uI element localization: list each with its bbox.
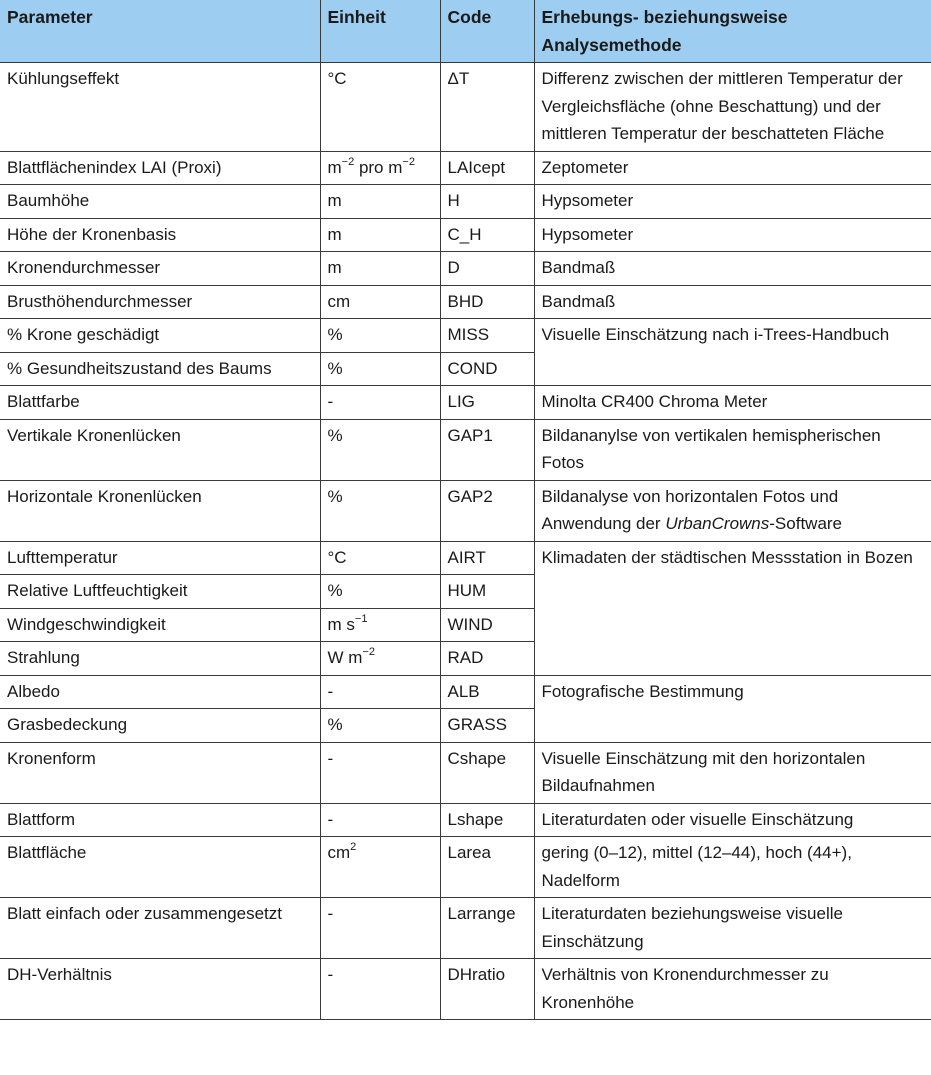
table-row bbox=[0, 541, 931, 575]
table-row bbox=[0, 185, 931, 219]
header-unit: Einheit bbox=[320, 0, 440, 63]
cell-method: Verhältnis von Kronendurchmesser zu Kronenhöhe bbox=[534, 959, 931, 1020]
cell-parameter: % Krone geschädigt bbox=[0, 319, 320, 353]
cell-code: COND bbox=[440, 352, 534, 386]
cell-parameter: Strahlung bbox=[0, 642, 320, 676]
cell-code: BHD bbox=[440, 285, 534, 319]
cell-parameter: Grasbedeckung bbox=[0, 709, 320, 743]
table-row bbox=[0, 803, 931, 837]
cell-unit bbox=[320, 185, 440, 219]
unit-text: pro m bbox=[354, 157, 403, 177]
cell-unit bbox=[320, 386, 440, 420]
cell-unit bbox=[320, 575, 440, 609]
cell-parameter: Baumhöhe bbox=[0, 185, 320, 219]
cell-parameter: Lufttemperatur bbox=[0, 541, 320, 575]
cell-code: AIRT bbox=[440, 541, 534, 575]
table-row bbox=[0, 675, 931, 709]
cell-parameter: Albedo bbox=[0, 675, 320, 709]
cell-code: WIND bbox=[440, 608, 534, 642]
cell-unit bbox=[320, 252, 440, 286]
unit-exponent: −2 bbox=[341, 155, 355, 168]
cell-parameter: Relative Luftfeuchtigkeit bbox=[0, 575, 320, 609]
table-row bbox=[0, 742, 931, 803]
cell-code: Lshape bbox=[440, 803, 534, 837]
unit-text: % bbox=[327, 581, 343, 600]
cell-code: Larrange bbox=[440, 898, 534, 959]
table-row bbox=[0, 63, 931, 152]
unit-text: m bbox=[327, 157, 342, 177]
cell-method: Hypsometer bbox=[534, 185, 931, 219]
cell-parameter: Horizontale Kronenlücken bbox=[0, 480, 320, 541]
cell-parameter: Höhe der Kronenbasis bbox=[0, 218, 320, 252]
header-method: Erhebungs- beziehungsweise Analysemethode bbox=[534, 0, 931, 63]
cell-code: GAP2 bbox=[440, 480, 534, 541]
cell-code: Larea bbox=[440, 837, 534, 898]
cell-unit bbox=[320, 319, 440, 353]
cell-code: HUM bbox=[440, 575, 534, 609]
table-row bbox=[0, 252, 931, 286]
cell-unit bbox=[320, 218, 440, 252]
unit-text: cm bbox=[327, 843, 351, 862]
cell-unit bbox=[320, 352, 440, 386]
cell-code: GAP1 bbox=[440, 419, 534, 480]
cell-code: RAD bbox=[440, 642, 534, 676]
cell-unit bbox=[320, 285, 440, 319]
unit-exponent: 2 bbox=[350, 841, 357, 854]
cell-method: Minolta CR400 Chroma Meter bbox=[534, 386, 931, 420]
cell-method bbox=[534, 480, 931, 541]
cell-parameter: Blattform bbox=[0, 803, 320, 837]
cell-code: GRASS bbox=[440, 709, 534, 743]
cell-code: Cshape bbox=[440, 742, 534, 803]
table-row bbox=[0, 319, 931, 353]
cell-method: Klimadaten der städtischen Messstation in Bozen bbox=[534, 541, 931, 675]
cell-code: C_H bbox=[440, 218, 534, 252]
cell-unit bbox=[320, 419, 440, 480]
unit-text: W m bbox=[327, 648, 363, 667]
unit-text: m bbox=[327, 224, 342, 244]
cell-unit bbox=[320, 642, 440, 676]
cell-parameter: Blatt einfach oder zusammengesetzt bbox=[0, 898, 320, 959]
cell-unit bbox=[320, 541, 440, 575]
cell-unit bbox=[320, 837, 440, 898]
cell-unit bbox=[320, 63, 440, 152]
software-name: UrbanCrowns bbox=[665, 514, 770, 533]
cell-parameter: DH-Verhältnis bbox=[0, 959, 320, 1020]
cell-unit bbox=[320, 608, 440, 642]
cell-parameter: Brusthöhendurchmesser bbox=[0, 285, 320, 319]
cell-code: MISS bbox=[440, 319, 534, 353]
cell-parameter: Kronendurchmesser bbox=[0, 252, 320, 286]
header-parameter: Parameter bbox=[0, 0, 320, 63]
method-text: Bildanalyse von horizontalen Fotos und Anwendung der bbox=[541, 486, 839, 533]
unit-exponent: −2 bbox=[402, 155, 415, 168]
table-row bbox=[0, 386, 931, 420]
unit-exponent: −1 bbox=[354, 612, 368, 625]
table-row bbox=[0, 898, 931, 959]
unit-text: % bbox=[327, 715, 343, 734]
unit-text: - bbox=[327, 904, 334, 923]
cell-method: Hypsometer bbox=[534, 218, 931, 252]
unit-text: - bbox=[327, 809, 334, 829]
cell-unit bbox=[320, 803, 440, 837]
cell-parameter: Kühlungseffekt bbox=[0, 63, 320, 152]
cell-method: Visuelle Einschätzung mit den horizontalen Bildaufnahmen bbox=[534, 742, 931, 803]
cell-method: Literaturdaten oder visuelle Einschätzung bbox=[534, 803, 931, 837]
unit-text: % bbox=[327, 486, 343, 506]
table-row bbox=[0, 285, 931, 319]
unit-text: m bbox=[327, 191, 342, 210]
unit-text: cm bbox=[327, 291, 351, 311]
cell-parameter: Windgeschwindigkeit bbox=[0, 608, 320, 642]
cell-method: Fotografische Bestimmung bbox=[534, 675, 931, 742]
cell-code: LAIcept bbox=[440, 151, 534, 185]
cell-parameter: Vertikale Kronenlücken bbox=[0, 419, 320, 480]
cell-method: Zeptometer bbox=[534, 151, 931, 185]
unit-text: % bbox=[327, 325, 343, 344]
table-row bbox=[0, 837, 931, 898]
unit-text: - bbox=[327, 965, 334, 984]
cell-unit bbox=[320, 959, 440, 1020]
cell-code: DHratio bbox=[440, 959, 534, 1020]
cell-method: Bildananylse von vertikalen hemispherischen Fotos bbox=[534, 419, 931, 480]
table-row bbox=[0, 218, 931, 252]
unit-text: m bbox=[327, 258, 342, 277]
table-header-row bbox=[0, 0, 931, 63]
unit-text: - bbox=[327, 392, 334, 411]
unit-text: - bbox=[327, 681, 334, 701]
unit-text: °C bbox=[327, 69, 347, 88]
table-row bbox=[0, 151, 931, 185]
cell-parameter: Blattfläche bbox=[0, 837, 320, 898]
unit-exponent: −2 bbox=[362, 646, 375, 659]
cell-method: Literaturdaten beziehungsweise visuelle Einschätzung bbox=[534, 898, 931, 959]
unit-text: % bbox=[327, 425, 343, 445]
table-row bbox=[0, 959, 931, 1020]
method-text: -Software bbox=[769, 514, 843, 533]
cell-unit bbox=[320, 480, 440, 541]
cell-parameter: Kronenform bbox=[0, 742, 320, 803]
unit-text: - bbox=[327, 748, 334, 768]
cell-code: H bbox=[440, 185, 534, 219]
unit-text: % bbox=[327, 358, 343, 378]
header-code: Code bbox=[440, 0, 534, 63]
cell-parameter: Blattfarbe bbox=[0, 386, 320, 420]
cell-code: LIG bbox=[440, 386, 534, 420]
cell-method: Bandmaß bbox=[534, 252, 931, 286]
cell-unit bbox=[320, 709, 440, 743]
cell-code: ALB bbox=[440, 675, 534, 709]
cell-code: ΔT bbox=[440, 63, 534, 152]
cell-unit bbox=[320, 898, 440, 959]
unit-text: m s bbox=[327, 614, 355, 634]
cell-parameter: Blattflächenindex LAI (Proxi) bbox=[0, 151, 320, 185]
cell-parameter: % Gesundheitszustand des Baums bbox=[0, 352, 320, 386]
unit-text: °C bbox=[327, 547, 347, 567]
cell-method: Bandmaß bbox=[534, 285, 931, 319]
cell-method: Differenz zwischen der mittleren Temperatur der Vergleichsfläche (ohne Beschattung) und der mittleren Temperatur der beschatteten Fläche bbox=[534, 63, 931, 152]
cell-method: gering (0–12), mittel (12–44), hoch (44+), Nadelform bbox=[534, 837, 931, 898]
cell-method: Visuelle Einschätzung nach i-Trees-Handbuch bbox=[534, 319, 931, 386]
table-row bbox=[0, 480, 931, 541]
cell-unit bbox=[320, 675, 440, 709]
table-row bbox=[0, 419, 931, 480]
cell-unit bbox=[320, 151, 440, 185]
cell-unit bbox=[320, 742, 440, 803]
cell-code: D bbox=[440, 252, 534, 286]
